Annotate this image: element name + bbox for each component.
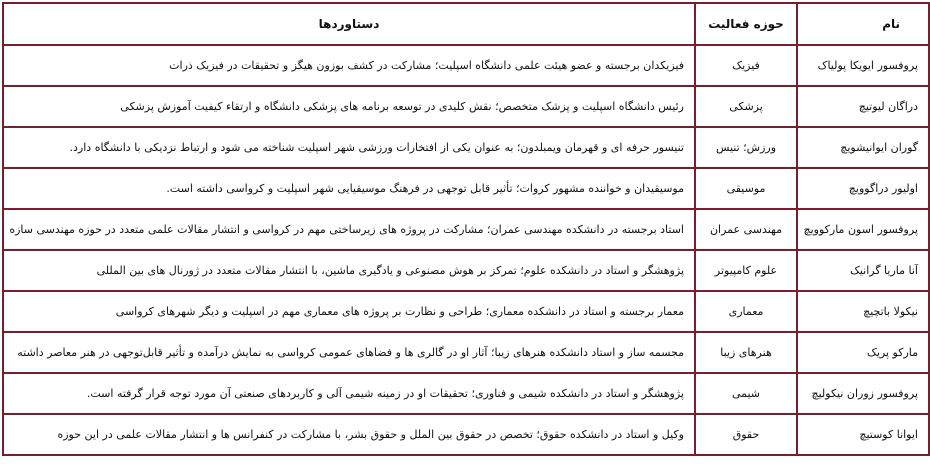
cell-achievements: وکیل و استاد در دانشکده حقوق؛ تخصص در حقوق بین الملل و حقوق بشر، با مشارکت در کنفرانس ها و انتشار مقالات علمی در این حوزه [3,414,695,455]
table-row [3,127,929,168]
table-row [3,373,929,414]
header-field: حوزه فعالیت [695,3,797,45]
cell-field: مهندسی عمران [695,209,797,250]
cell-name: پروفسور ایویکا پولیاک [797,45,929,86]
cell-field: هنرهای زیبا [695,332,797,373]
table-row [3,168,929,209]
cell-name: پروفسور اسون مارکوویچ [797,209,929,250]
cell-field: علوم کامپیوتر [695,250,797,291]
cell-name: آنا ماریا گرانیک [797,250,929,291]
table-row [3,414,929,455]
cell-field: ورزش؛ تنیس [695,127,797,168]
table-row [3,291,929,332]
cell-name: پروفسور زوران نیکولیچ [797,373,929,414]
table-row [3,209,929,250]
cell-name: گوران ایوانیشویچ [797,127,929,168]
table-row [3,250,929,291]
cell-field: فیزیک [695,45,797,86]
cell-name: نیکولا باتچیچ [797,291,929,332]
cell-field: حقوق [695,414,797,455]
header-achievements: دستاوردها [3,3,695,45]
header-name: نام [797,3,929,45]
cell-achievements: تنیسور حرفه ای و قهرمان ویمبلدون؛ به عنوان یکی از افتخارات ورزشی شهر اسپلیت شناخته می شود و ارتباط نزدیکی با دانشگاه دارد. [3,127,695,168]
cell-field: موسیقی [695,168,797,209]
cell-achievements: رئیس دانشگاه اسپلیت و پزشک متخصص؛ نقش کلیدی در توسعه برنامه های پزشکی دانشگاه و ارتقاء کیفیت آموزش پزشکی [3,86,695,127]
cell-achievements: استاد برجسته در دانشکده مهندسی عمران؛ مشارکت در پروژه های زیرساختی مهم در کرواسی و انتشار مقالات علمی متعدد در حوزه مهندسی سازه [3,209,695,250]
cell-field: معماری [695,291,797,332]
table-container [2,2,928,476]
cell-achievements: معمار برجسته و استاد در دانشکده معماری؛ طراحی و نظارت بر پروژه های معماری مهم در اسپلیت و دیگر شهرهای کرواسی [3,291,695,332]
cell-achievements: پژوهشگر و استاد در دانشکده علوم؛ تمرکز بر هوش مصنوعی و یادگیری ماشین، با انتشار مقالات متعدد در ژورنال های بین المللی [3,250,695,291]
cell-field: شیمی [695,373,797,414]
table-row [3,86,929,127]
cell-name: دراگان لیوتیچ [797,86,929,127]
cell-name: اولیور دراگوویچ [797,168,929,209]
achievements-table [2,2,930,456]
table-row [3,45,929,86]
cell-field: پزشکی [695,86,797,127]
cell-achievements: مجسمه ساز و استاد دانشکده هنرهای زیبا؛ آثار او در گالری ها و فضاهای عمومی کرواسی به نمایش درآمده و تأثیر قابل‌توجهی در هنر معاصر داشته [3,332,695,373]
cell-achievements: موسیقیدان و خواننده مشهور کروات؛ تأثیر قابل توجهی در فرهنگ موسیقیایی شهر اسپلیت و کرواسی داشته است. [3,168,695,209]
cell-name: مارکو پریک [797,332,929,373]
table-row [3,332,929,373]
header-row [3,3,929,45]
cell-name: ایوانا کوستیچ [797,414,929,455]
cell-achievements: فیزیکدان برجسته و عضو هیئت علمی دانشگاه اسپلیت؛ مشارکت در کشف بوزون هیگز و تحقیقات در فیزیک ذرات [3,45,695,86]
cell-achievements: پژوهشگر و استاد در دانشکده شیمی و فناوری؛ تحقیقات او در زمینه شیمی آلی و کاربردهای صنعتی آن مورد توجه قرار گرفته است. [3,373,695,414]
